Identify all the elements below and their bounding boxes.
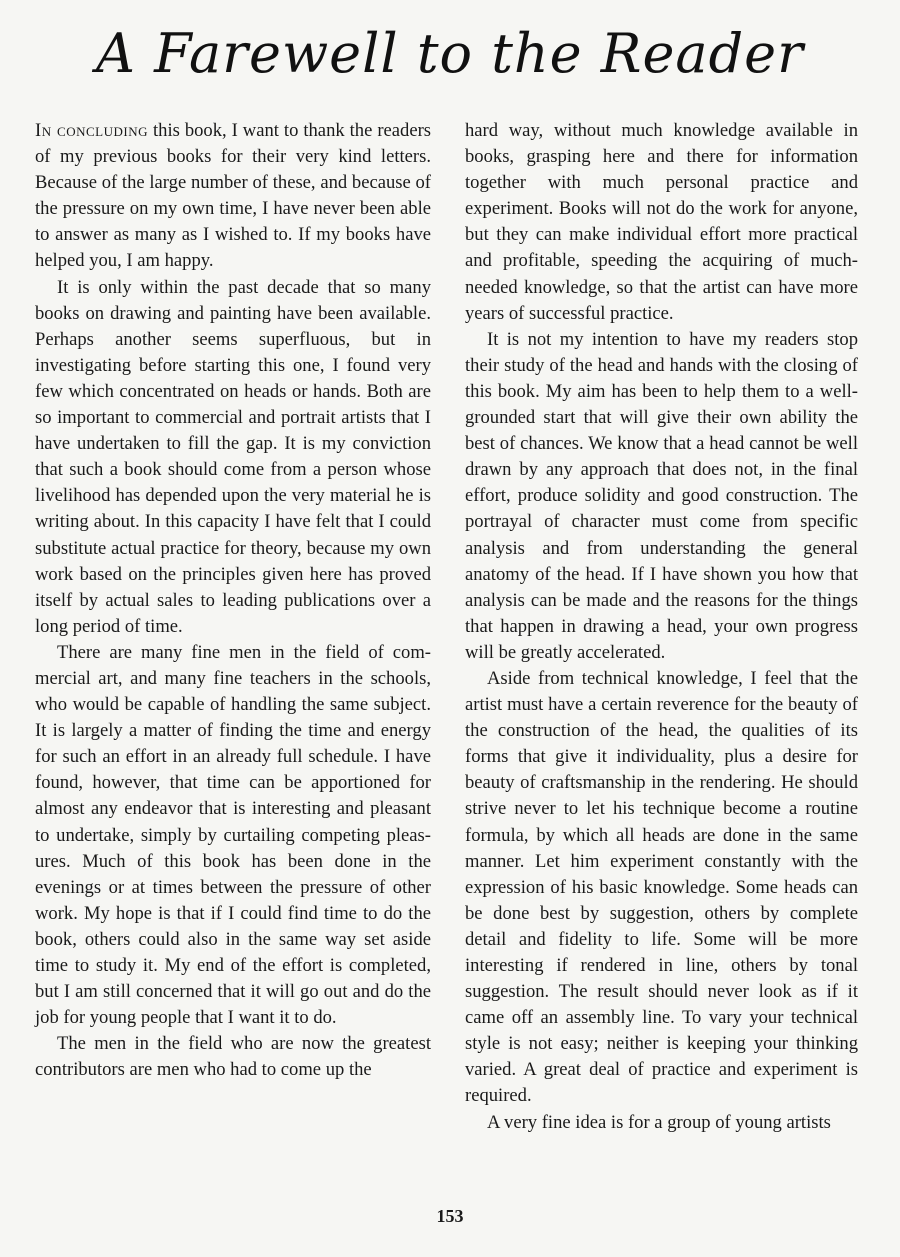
paragraph: There are many fine men in the field of commercial art, and many fine teachers in the schools, who would be capable of handling the same subject. It is largely a matter of finding the time and energy for such an effort in an already full schedule. I have found, however, that time can be apportioned for almost any endeavor that is interesting and pleasant to undertake, simply by curtailing competing pleasures. Much of this book has been done in the evenings or at times between the pressure of other work. My hope is that if I could find time to do the book, others could also in the same way set aside time to study it. My end of the effort is completed, but I am still concerned that it will go out and do the job for young people that I want it to do. [35, 641, 431, 1029]
page-number: 153 [436, 1206, 464, 1226]
paragraph: Aside from technical knowledge, I feel that the artist must have a certain reverence for the beauty of the construction of the head, the qualities of its forms that give it individuality, plus a desire for beauty of craftsmanship in the rendering. He should strive never to let his technique become a routine formula, by which all heads are done in the same manner. Let him experiment constantly with the expression of his basic knowledge. Some heads can be done best by suggestion, others by complete detail and fidelity to life. Some will be more interesting if rendered in line, others by tonal suggestion. The result should never look as if it came off an assembly line. To vary your technical style is not easy; neither is keeping your thinking varied. A great deal of practice and experiment is required. [465, 667, 858, 1107]
paragraph [35, 118, 431, 275]
paragraph: A very fine idea is for a group of young artists [487, 1111, 831, 1133]
paragraph: The men in the field who are now the greatest contributors are men who had to come up the [35, 1033, 431, 1081]
paragraph-text: this book, I want to thank the readers of my previous books for their very kind letters. Because of the large number of these, and because of the pressure on my own time, I have never been able to answer as many as I wished to. If my books have helped you, I am happy. [35, 120, 431, 272]
left-column [35, 118, 431, 1083]
paragraph: It is not my intention to have my readers stop their study of the head and hands with the closing of this book. My aim has been to help them to a well-grounded start that will give their own ability the best of chances. We know that a head cannot be well drawn by any approach that does not, in the final effort, produce solidity and good construction. The portrayal of character must come from specific analysis and from understanding the general anatomy of the head. If I have shown you how that analysis can be made and the reasons for the things that happen in drawing a head, your own progress will be greatly accelerated. [465, 328, 858, 663]
paragraph: It is only within the past decade that so many books on drawing and painting have been available. Perhaps another seems superfluous, but in investigating before starting this one, I found very few which concentrated on heads or hands. Both are so important to commercial and portrait artists that I have undertaken to fill the gap. It is my conviction that such a book should come from a person whose livelihood has depended upon the very material he is writing about. In this capacity I have felt that I could substitute actual practice for theory, because my own work based on the principles given here has proved itself by actual sales to leading publications over a long period of time. [35, 276, 431, 637]
paragraph: hard way, without much knowledge available in books, grasping here and there for information together with much personal practice and experiment. Books will not do the work for anyone, but they can make individual effort more practical and profitable, speeding the acquiring of much-needed knowledge, so that the artist can have more years of successful practice. [465, 120, 858, 324]
opening-words: In concluding [35, 120, 148, 141]
right-column [465, 118, 858, 1136]
page-title: A Farewell to the Reader [96, 22, 804, 85]
